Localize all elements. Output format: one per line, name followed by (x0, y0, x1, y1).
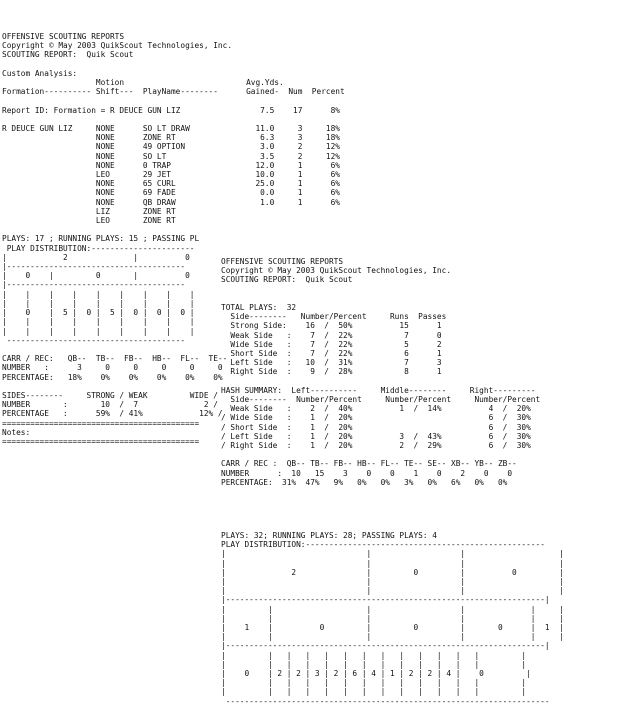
report-line: OFFENSIVE SCOUTING REPORTS (2, 32, 125, 41)
report-line: NONE QB DRAW 1.0 1 6% (2, 197, 340, 207)
report-line: | | | | | | | | | (2, 326, 195, 336)
report-line: CARR / REC : QB-- TB-- FB-- HB-- FL-- TE-- SE-- XB-- YB-- ZB-- (221, 459, 517, 469)
report-line: | 0 | 0 | 0 (2, 271, 190, 281)
report-line: NUMBER : 10 / 7 2 / (2, 400, 218, 410)
report-line: NUMBER : 3 0 0 0 0 0 (2, 363, 223, 373)
report-line: | 1 | 0 | 0 | 0 | 1 | (221, 623, 564, 633)
report-line: | | | | | | | | | | | | | | (221, 678, 527, 688)
report-line: | | | | | | | | | | | | | | (221, 650, 527, 660)
report-line: SIDES-------- STRONG / WEAK WIDE / (2, 390, 218, 400)
report-line: Wide Side : 7 / 22% 5 2 (221, 339, 442, 349)
report-line: | | | | | | | | | | | | | | (221, 659, 527, 669)
report-line: NONE 49 OPTION 3.0 2 12% (2, 142, 340, 152)
report-line: PLAYS: 32; RUNNING PLAYS: 28; PASSING PLAYS: 4 (221, 531, 437, 540)
report-line: Weak Side : 7 / 22% 7 0 (221, 330, 442, 340)
report-line: Right Side : 9 / 28% 8 1 (221, 367, 442, 377)
report-line: Short Side : 7 / 22% 6 1 (221, 349, 442, 359)
report-line: OFFENSIVE SCOUTING REPORTS (221, 257, 344, 266)
report-line: LEO ZONE RT (2, 216, 176, 226)
report-line: NUMBER : 10 15 3 0 0 1 0 2 0 0 (221, 468, 513, 478)
report-line: | 2 | 0 | 0 | (221, 567, 564, 577)
report-line: R DEUCE GUN LIZ NONE SO LT DRAW 11.0 3 18% (2, 124, 340, 134)
report-line: | 0 | 5 | 0 | 5 | 0 | 0 | 0 | (2, 308, 195, 318)
report-line: |--------------------------------------------------------------------| (221, 641, 550, 651)
report-line: | 0 | 2 | 2 | 3 | 2 | 6 | 4 | 1 | 2 | 2 | 4 | 0 | (221, 669, 531, 679)
report-line: NONE 65 CURL 25.0 1 6% (2, 179, 340, 189)
report-line: Motion Avg.Yds. (2, 78, 284, 88)
report-line: SCOUTING REPORT: Quik Scout (2, 50, 134, 60)
report-line: Custom Analysis: (2, 68, 78, 78)
report-line: | | | | | | (221, 604, 564, 614)
report-line: Left Side : 10 / 31% 7 3 (221, 358, 442, 368)
report-line: PLAY DISTRIBUTION:---------------------- (2, 243, 195, 253)
report-line: | | | | | | | | | | | | | | (221, 687, 527, 697)
report-line: | | | | | | (221, 613, 564, 623)
report-line: CARR / REC: QB-- TB-- FB-- HB-- FL-- TE-- (2, 354, 228, 364)
report-line: ========================================== (2, 418, 200, 428)
report-line: NONE SO LT 3.5 2 12% (2, 151, 340, 161)
report-line: / Wide Side : 1 / 20% 6 / 30% (221, 413, 531, 423)
report-line: / Short Side : 1 / 20% 6 / 30% (221, 422, 531, 432)
report-line: --------------------------------------------------------------------- (221, 696, 550, 706)
report-line: |-------------------------------------- (2, 262, 186, 272)
report-line: Copyright © May 2003 QuikScout Technologies, Inc. (2, 41, 233, 51)
report-line: PLAY DISTRIBUTION:--------------------------------------------------- (221, 540, 545, 550)
report-line: LEO 29 JET 10.0 1 6% (2, 170, 340, 180)
report-line: | | | | (221, 549, 564, 559)
report-line: |--------------------------------------------------------------------| (221, 595, 550, 605)
report-page-2-bottom (221, 531, 564, 706)
report-line: Weak Side : 2 / 40% 1 / 14% 4 / 20% (221, 404, 531, 414)
report-line: Copyright © May 2003 QuikScout Technologies, Inc. (221, 266, 452, 276)
report-line: | 2 | 0 (2, 252, 190, 262)
report-line: SCOUTING REPORT: Quik Scout (221, 275, 353, 285)
report-line: PERCENTAGE: 18% 0% 0% 0% 0% 0% (2, 372, 223, 382)
report-line: ========================================== (2, 436, 200, 446)
report-page-2 (221, 257, 540, 487)
report-line: Side-------- Number/Percent Number/Percent Number/Percent (221, 395, 541, 405)
report-line: NONE ZONE RT 6.3 3 18% (2, 133, 340, 143)
report-line: | | | | (221, 577, 564, 587)
report-line: Side-------- Number/Percent Runs Passes (221, 312, 447, 322)
report-line: HASH SUMMARY: Left---------- Middle-------- Right--------- (221, 385, 536, 395)
report-line: / Right Side : 1 / 20% 2 / 29% 6 / 30% (221, 441, 531, 451)
report-line: NONE 0 TRAP 12.0 1 6% (2, 160, 340, 170)
report-line: PERCENTAGE: 31% 47% 9% 0% 0% 3% 0% 6% 0% 0% (221, 477, 508, 487)
report-line: | | | | (221, 558, 564, 568)
report-line: Report ID: Formation = R DEUCE GUN LIZ 7.5 17 8% (2, 105, 340, 115)
report-line: Notes: (2, 427, 31, 437)
report-line: | | | | | | | | | (2, 298, 195, 308)
report-line: NONE 69 FADE 0.0 1 6% (2, 188, 340, 198)
report-line: Formation---------- Shift--- PlayName-------- Gained- Num Percent (2, 87, 345, 97)
report-line: | | | | | | | | | (2, 289, 195, 299)
report-line: PLAYS: 17 ; RUNNING PLAYS: 15 ; PASSING PL (2, 234, 200, 244)
report-line: / Left Side : 1 / 20% 3 / 43% 6 / 30% (221, 431, 531, 441)
report-line: Strong Side: 16 / 50% 15 1 (221, 321, 442, 331)
report-line: | | | | | | (221, 632, 564, 642)
report-line: LIZ ZONE RT (2, 206, 176, 216)
report-line: PERCENTAGE : 59% / 41% 12% / (2, 409, 223, 419)
report-line: | | | | | | | | | (2, 317, 195, 327)
report-line: TOTAL PLAYS: 32 (221, 303, 297, 313)
report-line: -------------------------------------- (2, 335, 186, 345)
report-line: |-------------------------------------- (2, 280, 186, 290)
report-line: | | | | (221, 586, 564, 596)
